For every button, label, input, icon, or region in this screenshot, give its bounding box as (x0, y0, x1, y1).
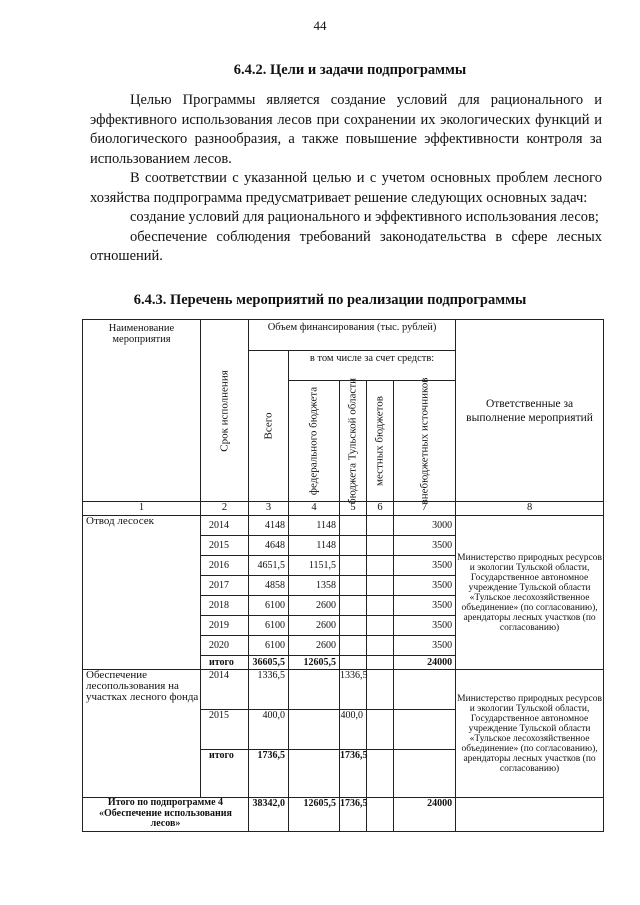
cell-regional (340, 516, 367, 536)
cell-local (367, 516, 394, 536)
cell-local (367, 798, 394, 832)
table-row (83, 516, 604, 536)
col-number: 5 (340, 502, 367, 516)
cell-federal: 1151,5 (289, 556, 340, 576)
header-incl: в том числе за счет средств: (289, 351, 456, 381)
cell-total: 1736,5 (249, 750, 289, 798)
grand-total-label: Итого по подпрограмме 4 «Обеспечение использования лесов» (83, 798, 249, 832)
header-offbudget: внебюджетных источников (394, 381, 456, 502)
cell-year: 2014 (201, 670, 249, 710)
cell-offbudget (394, 750, 456, 798)
cell-regional: 1736,5 (340, 798, 367, 832)
cell-regional (340, 656, 367, 670)
cell-year: 2020 (201, 636, 249, 656)
cell-regional (340, 616, 367, 636)
cell-offbudget: 3500 (394, 576, 456, 596)
cell-total: 6100 (249, 616, 289, 636)
section-heading-goals: 6.4.2. Цели и задачи подпрограммы (233, 62, 467, 78)
cell-regional (340, 636, 367, 656)
cell-regional (340, 596, 367, 616)
header-federal: федерального бюджета (289, 381, 340, 502)
cell-offbudget (394, 670, 456, 710)
cell-offbudget: 24000 (394, 656, 456, 670)
header-responsible: Ответственные за выполнение мероприятий (456, 320, 604, 502)
cell-federal: 2600 (289, 616, 340, 636)
paragraph-block (90, 91, 602, 267)
measure-name-2: Обеспечение лесопользования на участках лесного фонда (83, 670, 201, 798)
col-number: 7 (394, 502, 456, 516)
col-number: 1 (83, 502, 201, 516)
cell-total: 4651,5 (249, 556, 289, 576)
cell-year: 2014 (201, 516, 249, 536)
cell-offbudget (394, 710, 456, 750)
header-name: Наименование мероприятия (83, 320, 201, 502)
cell-local (367, 670, 394, 710)
cell-regional (340, 556, 367, 576)
column-number-row (83, 502, 604, 516)
header-term: Срок исполнения (201, 320, 249, 502)
cell-total: 400,0 (249, 710, 289, 750)
cell-offbudget: 3500 (394, 636, 456, 656)
measure-name-1: Отвод лесосек (83, 516, 201, 670)
cell-local (367, 710, 394, 750)
cell-federal: 1148 (289, 516, 340, 536)
responsible-1: Министерство природных ресурсов и экологии Тульской области, Государственное автономное учреждение Тульской области «Тульское лесохозяйственное объединение» (по согласованию), арендаторы лесных участков (по согласованию) (456, 516, 604, 670)
header-funding: Объем финансирования (тыс. рублей) (249, 320, 456, 351)
header-local: местных бюджетов (367, 381, 394, 502)
cell-federal: 1358 (289, 576, 340, 596)
page-number: 44 (313, 18, 327, 33)
cell-local (367, 556, 394, 576)
cell-total: 36605,5 (249, 656, 289, 670)
responsible-2: Министерство природных ресурсов и экологии Тульской области, Государственное автономное учреждение Тульской области «Тульское лесохозяйственное объединение» (по согласованию), арендаторы лесных участков (по согласованию) (456, 670, 604, 798)
cell-federal (289, 670, 340, 710)
cell-total: 1336,5 (249, 670, 289, 710)
cell-federal: 2600 (289, 636, 340, 656)
cell-regional: 1336,5 (340, 670, 367, 710)
cell-local (367, 750, 394, 798)
paragraph-task-1: создание условий для рационального и эффективного использования лесов; (130, 209, 599, 225)
cell-regional: 1736,5 (340, 750, 367, 798)
cell-federal: 12605,5 (289, 798, 340, 832)
col-number: 3 (249, 502, 289, 516)
paragraph-goal: Целью Программы является создание условий для рационального и эффективного использования лесов при сохранении их экологических функций и биологического разнообразия, а также повышение эффективности контроля за использованием лесов. (90, 92, 602, 167)
cell-offbudget: 3500 (394, 596, 456, 616)
cell-subtotal-label: итого (201, 656, 249, 670)
cell-offbudget: 3500 (394, 556, 456, 576)
col-number: 2 (201, 502, 249, 516)
cell-offbudget: 3000 (394, 516, 456, 536)
cell-federal: 1148 (289, 536, 340, 556)
cell-year: 2019 (201, 616, 249, 636)
cell-federal (289, 710, 340, 750)
cell-local (367, 616, 394, 636)
cell-local (367, 596, 394, 616)
grand-total-row (83, 798, 604, 832)
header-total: Всего (249, 351, 289, 502)
cell-local (367, 536, 394, 556)
cell-total: 38342,0 (249, 798, 289, 832)
cell-regional (340, 576, 367, 596)
cell-year: 2018 (201, 596, 249, 616)
table-row (83, 670, 604, 710)
cell-federal: 12605,5 (289, 656, 340, 670)
col-number: 4 (289, 502, 340, 516)
cell-federal: 2600 (289, 596, 340, 616)
cell-regional: 400,0 (340, 710, 367, 750)
cell-local (367, 656, 394, 670)
cell-offbudget: 24000 (394, 798, 456, 832)
cell-regional (340, 536, 367, 556)
cell-total: 6100 (249, 596, 289, 616)
cell-subtotal-label: итого (201, 750, 249, 798)
paragraph-task-2: обеспечение соблюдения требований законодательства в сфере лесных отношений. (90, 228, 602, 264)
cell-federal (289, 750, 340, 798)
cell-year: 2016 (201, 556, 249, 576)
paragraph-tasks-intro: В соответствии с указанной целью и с учетом основных проблем лесного хозяйства подпрограмма предусматривает решение следующих основных задач: (90, 170, 602, 206)
cell-total: 4648 (249, 536, 289, 556)
cell-total: 4148 (249, 516, 289, 536)
cell-offbudget: 3500 (394, 536, 456, 556)
cell-local (367, 576, 394, 596)
cell-total: 4858 (249, 576, 289, 596)
grand-total-responsible (456, 798, 604, 832)
cell-offbudget: 3500 (394, 616, 456, 636)
section-heading-measures: 6.4.3. Перечень мероприятий по реализации подпрограммы (133, 292, 527, 308)
cell-year: 2017 (201, 576, 249, 596)
cell-year: 2015 (201, 710, 249, 750)
cell-local (367, 636, 394, 656)
col-number: 8 (456, 502, 604, 516)
cell-year: 2015 (201, 536, 249, 556)
col-number: 6 (367, 502, 394, 516)
cell-total: 6100 (249, 636, 289, 656)
header-regional: бюджета Тульской области (340, 381, 367, 502)
funding-table (82, 319, 604, 832)
